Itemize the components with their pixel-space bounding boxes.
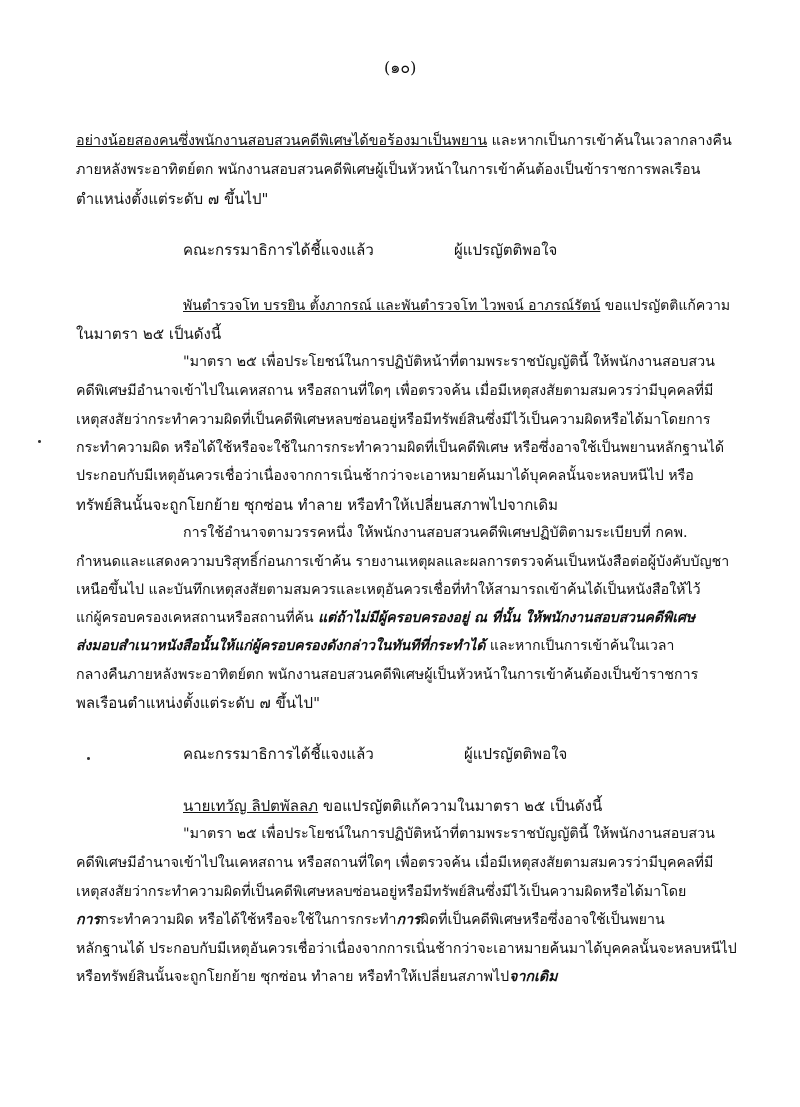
amend2-line4: คดีพิเศษมีอำนาจเข้าไปในเคหสถาน หรือสถานที่ใดๆ เพื่อตรวจค้น เมื่อมีเหตุสงสัยตามสมควรว่ามีบุคคลที่มี <box>76 383 714 399</box>
amend2-line15: พลเรือนตำแหน่งตั้งแต่ระดับ ๗ ขึ้นไป" <box>76 694 320 712</box>
amend2-line9: การใช้อำนาจตามวรรคหนึ่ง ให้พนักงานสอบสวนคดีพิเศษปฏิบัติตามระเบียบที่ กคพ. <box>183 525 688 541</box>
scan-speck <box>87 757 90 760</box>
amend2-line1-rest: ขอแปรญัตติแก้ความ <box>600 298 731 314</box>
para1-line2: ภายหลังพระอาทิตย์ตก พนักงานสอบสวนคดีพิเศษผู้เป็นหัวหน้าในการเข้าค้นต้องเป็นข้าราชการพลเรือน <box>76 162 701 178</box>
amend3-line1 <box>183 796 602 816</box>
amend3-name: นายเทวัญ ลิปตพัลลภ <box>183 797 319 815</box>
para1-line1 <box>76 131 732 151</box>
amend2-line2: ในมาตรา ๒๕ เป็นดังนี้ <box>76 325 222 343</box>
amender-response-2: ผู้แปรญัตติพอใจ <box>464 745 568 763</box>
amend2-names: พันตำรวจโท บรรยิน ตั้งภากรณ์ และพันตำรวจโท ไวพจน์ อาภรณ์รัตน์ <box>183 298 601 314</box>
amend3-line2: "มาตรา ๒๕ เพื่อประโยชน์ในการปฏิบัติหน้าที่ตามพระราชบัญญัตินี้ ให้พนักงานสอบสวน <box>183 826 715 842</box>
amend2-line8: ทรัพย์สินนั้นจะถูกโยกย้าย ซุกซ่อน ทำลาย หรือทำให้เปลี่ยนสภาพไปจากเดิม <box>76 496 559 514</box>
amend2-line6: กระทำความผิด หรือได้ใช้หรือจะใช้ในการกระทำความผิดที่เป็นคดีพิเศษ หรือซึ่งอาจใช้เป็นพยานหลักฐานได้ <box>76 440 725 456</box>
amend2-line3: "มาตรา ๒๕ เพื่อประโยชน์ในการปฏิบัติหน้าที่ตามพระราชบัญญัตินี้ ให้พนักงานสอบสวน <box>183 354 715 370</box>
amend3-line5-mid: กระทำความผิด หรือได้ใช้หรือจะใช้ในการกระทำ <box>100 912 397 928</box>
amend3-line7 <box>76 967 557 987</box>
amend2-line5: เหตุสงสัยว่ากระทำความผิดที่เป็นคดีพิเศษหลบซ่อนอยู่หรือมีทรัพย์สินซึ่งมีไว้เป็นความผิดหรือได้มาโดยการ <box>76 412 711 428</box>
amender-response-1: ผู้แปรญัตติพอใจ <box>454 241 558 259</box>
amend3-line7-bold: จากเดิม <box>509 969 558 985</box>
amend2-line13-bold: ส่งมอบสำเนาหนังสือนั้นให้แก่ผู้ครอบครองดังกล่าวในทันทีที่กระทำได้ <box>76 638 486 654</box>
committee-response-2: คณะกรรมาธิการได้ชี้แจงแล้ว <box>183 745 374 763</box>
para1-line1-rest: และหากเป็นการเข้าค้นในเวลากลางคืน <box>487 133 732 149</box>
amend3-line5-bold2: การ <box>396 912 421 928</box>
committee-response-1: คณะกรรมาธิการได้ชี้แจงแล้ว <box>183 241 374 259</box>
amend2-line13 <box>76 636 674 656</box>
amend2-line12 <box>76 608 695 628</box>
amend3-line5-bold: การ <box>76 912 101 928</box>
amend3-line5 <box>76 910 665 930</box>
scan-speck <box>38 440 41 443</box>
para1-underlined: อย่างน้อยสองคนซึ่งพนักงานสอบสวนคดีพิเศษได้ขอร้องมาเป็นพยาน <box>76 133 488 149</box>
amend2-line11: เหนือขึ้นไป และบันทึกเหตุสงสัยตามสมควรและเหตุอันควรเชื่อที่ทำให้สามารถเข้าค้นได้เป็นหนังสือให้ไว้ <box>76 582 701 598</box>
amend2-line13-rest: และหากเป็นการเข้าค้นในเวลา <box>485 638 675 654</box>
amend3-line7-start: หรือทรัพย์สินนั้นจะถูกโยกย้าย ซุกซ่อน ทำลาย หรือทำให้เปลี่ยนสภาพไป <box>76 969 510 985</box>
amend3-line5-rest: ผิดที่เป็นคดีพิเศษหรือซึ่งอาจใช้เป็นพยาน <box>420 912 665 928</box>
page-number: (๑๐) <box>384 58 417 77</box>
amend2-line12-bold: แต่ถ้าไม่มีผู้ครอบครองอยู่ ณ ที่นั้น ให้พนักงานสอบสวนคดีพิเศษ <box>318 610 696 626</box>
amend3-line1-rest: ขอแปรญัตติแก้ความในมาตรา ๒๕ เป็นดังนี้ <box>318 797 603 815</box>
amend2-line12-start: แก่ผู้ครอบครองเคหสถานหรือสถานที่ค้น <box>76 610 319 626</box>
para1-line3: ตำแหน่งตั้งแต่ระดับ ๗ ขึ้นไป" <box>76 190 269 208</box>
amend3-line6: หลักฐานได้ ประกอบกับมีเหตุอันควรเชื่อว่าเนื่องจากการเนิ่นช้ากว่าจะเอาหมายค้นมาได้บุคคลนั้นจะหลบหนีไป <box>76 941 737 957</box>
amend3-line3: คดีพิเศษมีอำนาจเข้าไปในเคหสถาน หรือสถานที่ใดๆ เพื่อตรวจค้น เมื่อมีเหตุสงสัยตามสมควรว่ามีบุคคลที่มี <box>76 855 714 871</box>
amend2-line14: กลางคืนภายหลังพระอาทิตย์ตก พนักงานสอบสวนคดีพิเศษผู้เป็นหัวหน้าในการเข้าค้นต้องเป็นข้าราชการ <box>76 667 699 683</box>
amend2-line7: ประกอบกับมีเหตุอันควรเชื่อว่าเนื่องจากการเนิ่นช้ากว่าจะเอาหมายค้นมาได้บุคคลนั้นจะหลบหนีไป หรือ <box>76 468 694 484</box>
amend2-line1 <box>183 296 730 316</box>
amend2-line10: กำหนดและแสดงความบริสุทธิ์ก่อนการเข้าค้น รายงานเหตุผลและผลการตรวจค้นเป็นหนังสือต่อผู้บังคับบัญชา <box>76 554 730 570</box>
amend3-line4: เหตุสงสัยว่ากระทำความผิดที่เป็นคดีพิเศษหลบซ่อนอยู่หรือมีทรัพย์สินซึ่งมีไว้เป็นความผิดหรือได้มาโดย <box>76 884 687 900</box>
